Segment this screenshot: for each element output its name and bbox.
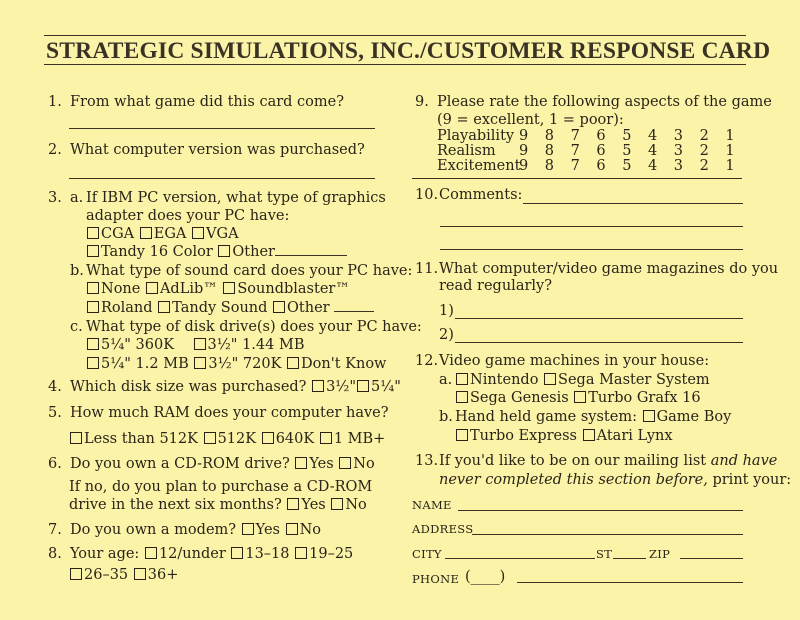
cga-checkbox[interactable] xyxy=(87,227,99,239)
q2-answer-line[interactable] xyxy=(69,178,375,179)
3-5-720k-checkbox[interactable] xyxy=(194,357,206,369)
adlib-checkbox[interactable] xyxy=(146,282,158,294)
question-12b-row1: b. Hand held game system: Game Boy xyxy=(439,409,732,425)
nintendo-checkbox[interactable] xyxy=(456,373,468,385)
rating-row-realism: Realism 9 8 7 6 5 4 3 2 1 xyxy=(437,143,735,159)
state-label: ST xyxy=(596,547,613,561)
age-options-row2: 26–35 36+ xyxy=(69,566,178,585)
cdrom-yes-checkbox[interactable] xyxy=(295,457,307,469)
state-line[interactable] xyxy=(613,558,646,559)
graphics-other-line[interactable] xyxy=(275,243,347,256)
card-title: STRATEGIC SIMULATIONS, INC./CUSTOMER RESPONSE CARD xyxy=(46,38,771,64)
question-2: 2. What computer version was purchased? xyxy=(48,142,365,158)
roland-checkbox[interactable] xyxy=(87,301,99,313)
question-13-line2: never completed this section before, print your: xyxy=(439,472,792,488)
question-6-followup-1: If no, do you plan to purchase a CD-ROM xyxy=(69,479,373,495)
question-13: 13.If you'd like to be on our mailing list and have xyxy=(415,453,778,469)
question-9: 9. Please rate the following aspects of the game xyxy=(415,94,772,110)
sound-options-row1: None AdLib™ Soundblaster™ xyxy=(86,280,350,299)
question-12: 12.Video game machines in your house: xyxy=(415,353,710,369)
question-3a: 3. a. If IBM PC version, what type of graphics xyxy=(48,190,386,206)
question-6-followup-2: drive in the next six months? Yes No xyxy=(69,497,367,513)
question-9-scale: (9 = excellent, 1 = poor): xyxy=(437,112,624,128)
question-11-line2: read regularly? xyxy=(439,278,552,294)
name-label: NAME xyxy=(412,498,452,512)
disk-options-row1: 5¼" 360K 3½" 1.44 MB xyxy=(86,336,304,355)
sound-other-line[interactable] xyxy=(334,299,374,312)
tandy-16-color-checkbox[interactable] xyxy=(87,245,99,257)
cdrom-plan-no-checkbox[interactable] xyxy=(331,498,343,510)
question-12a-row2: Sega Genesis Turbo Grafx 16 xyxy=(455,389,701,408)
comments-line-2[interactable] xyxy=(440,226,743,227)
question-3c: c. What type of disk drive(s) does your PC have: xyxy=(70,319,422,335)
ram-less-512k-checkbox[interactable] xyxy=(70,432,82,444)
graphics-options-row1: CGA EGA VGA xyxy=(86,225,239,244)
q9-divider xyxy=(412,178,742,179)
game-boy-checkbox[interactable] xyxy=(643,410,655,422)
age-19-25-checkbox[interactable] xyxy=(295,547,307,559)
question-6: 6. Do you own a CD-ROM drive? Yes No xyxy=(48,456,375,472)
disk-3-5-checkbox[interactable] xyxy=(312,380,324,392)
none-checkbox[interactable] xyxy=(87,282,99,294)
address-line[interactable] xyxy=(472,534,743,535)
sega-master-system-checkbox[interactable] xyxy=(544,373,556,385)
3-5-144mb-checkbox[interactable] xyxy=(194,338,206,350)
vga-checkbox[interactable] xyxy=(192,227,204,239)
age-13-18-checkbox[interactable] xyxy=(231,547,243,559)
magazine-1-line[interactable] xyxy=(455,318,743,319)
ram-options: Less than 512K 512K 640K 1 MB+ xyxy=(69,430,385,449)
sound-options-row2: Roland Tandy Sound Other xyxy=(86,299,374,318)
ram-1mb-checkbox[interactable] xyxy=(320,432,332,444)
modem-no-checkbox[interactable] xyxy=(286,523,298,535)
rating-row-excitement: Excitement9 8 7 6 5 4 3 2 1 xyxy=(437,158,735,174)
soundblaster-checkbox[interactable] xyxy=(223,282,235,294)
question-11: 11.What computer/video game magazines do you xyxy=(415,261,779,277)
comments-line-1[interactable] xyxy=(523,203,743,204)
age-12-under-checkbox[interactable] xyxy=(145,547,157,559)
age-36-plus-checkbox[interactable] xyxy=(134,568,146,580)
age-26-35-checkbox[interactable] xyxy=(70,568,82,580)
disk-options-row2: 5¼" 1.2 MB 3½" 720K Don't Know xyxy=(86,355,386,374)
phone-area-code[interactable]: (____) xyxy=(465,569,506,585)
cdrom-plan-yes-checkbox[interactable] xyxy=(287,498,299,510)
ram-640k-checkbox[interactable] xyxy=(262,432,274,444)
magazine-2-label: 2) xyxy=(439,327,454,343)
sound-other-checkbox[interactable] xyxy=(273,301,285,313)
question-7: 7. Do you own a modem? Yes No xyxy=(48,522,322,538)
graphics-other-checkbox[interactable] xyxy=(218,245,230,257)
magazine-1-label: 1) xyxy=(439,303,454,319)
question-5: 5. How much RAM does your computer have? xyxy=(48,405,389,421)
zip-line[interactable] xyxy=(680,558,743,559)
city-line[interactable] xyxy=(445,558,595,559)
5-25-12mb-checkbox[interactable] xyxy=(87,357,99,369)
question-3a-line2: adapter does your PC have: xyxy=(86,208,290,224)
graphics-options-row2: Tandy 16 Color Other xyxy=(86,243,347,262)
address-label: ADDRESS xyxy=(412,522,474,536)
modem-yes-checkbox[interactable] xyxy=(242,523,254,535)
tandy-sound-checkbox[interactable] xyxy=(158,301,170,313)
question-12a-row1: a. Nintendo Sega Master System xyxy=(439,372,710,388)
city-label: CITY xyxy=(412,547,442,561)
magazine-2-line[interactable] xyxy=(455,342,743,343)
header-top-rule xyxy=(44,35,746,36)
dont-know-checkbox[interactable] xyxy=(287,357,299,369)
ram-512k-checkbox[interactable] xyxy=(204,432,216,444)
rating-row-playability: Playability 9 8 7 6 5 4 3 2 1 xyxy=(437,128,735,144)
name-line[interactable] xyxy=(458,510,743,511)
cdrom-no-checkbox[interactable] xyxy=(339,457,351,469)
5-25-360k-checkbox[interactable] xyxy=(87,338,99,350)
header-bottom-rule xyxy=(44,64,746,65)
turbo-express-checkbox[interactable] xyxy=(456,429,468,441)
disk-5-25-checkbox[interactable] xyxy=(357,380,369,392)
phone-label: PHONE xyxy=(412,572,460,586)
question-1: 1. From what game did this card come? xyxy=(48,94,344,110)
question-4: 4. Which disk size was purchased? 3½" 5¼" xyxy=(48,379,401,395)
question-3b: b. What type of sound card does your PC have: xyxy=(70,263,413,279)
ega-checkbox[interactable] xyxy=(140,227,152,239)
atari-lynx-checkbox[interactable] xyxy=(583,429,595,441)
turbo-grafx-16-checkbox[interactable] xyxy=(574,391,586,403)
sega-genesis-checkbox[interactable] xyxy=(456,391,468,403)
phone-line[interactable] xyxy=(517,582,743,583)
question-8: 8. Your age: 12/under 13–18 19–25 xyxy=(48,546,354,562)
question-10: 10.Comments: xyxy=(415,187,523,203)
comments-line-3[interactable] xyxy=(440,249,743,250)
question-12b-row2: Turbo Express Atari Lynx xyxy=(455,427,673,446)
zip-label: ZIP xyxy=(649,547,671,561)
q1-answer-line[interactable] xyxy=(69,128,375,129)
